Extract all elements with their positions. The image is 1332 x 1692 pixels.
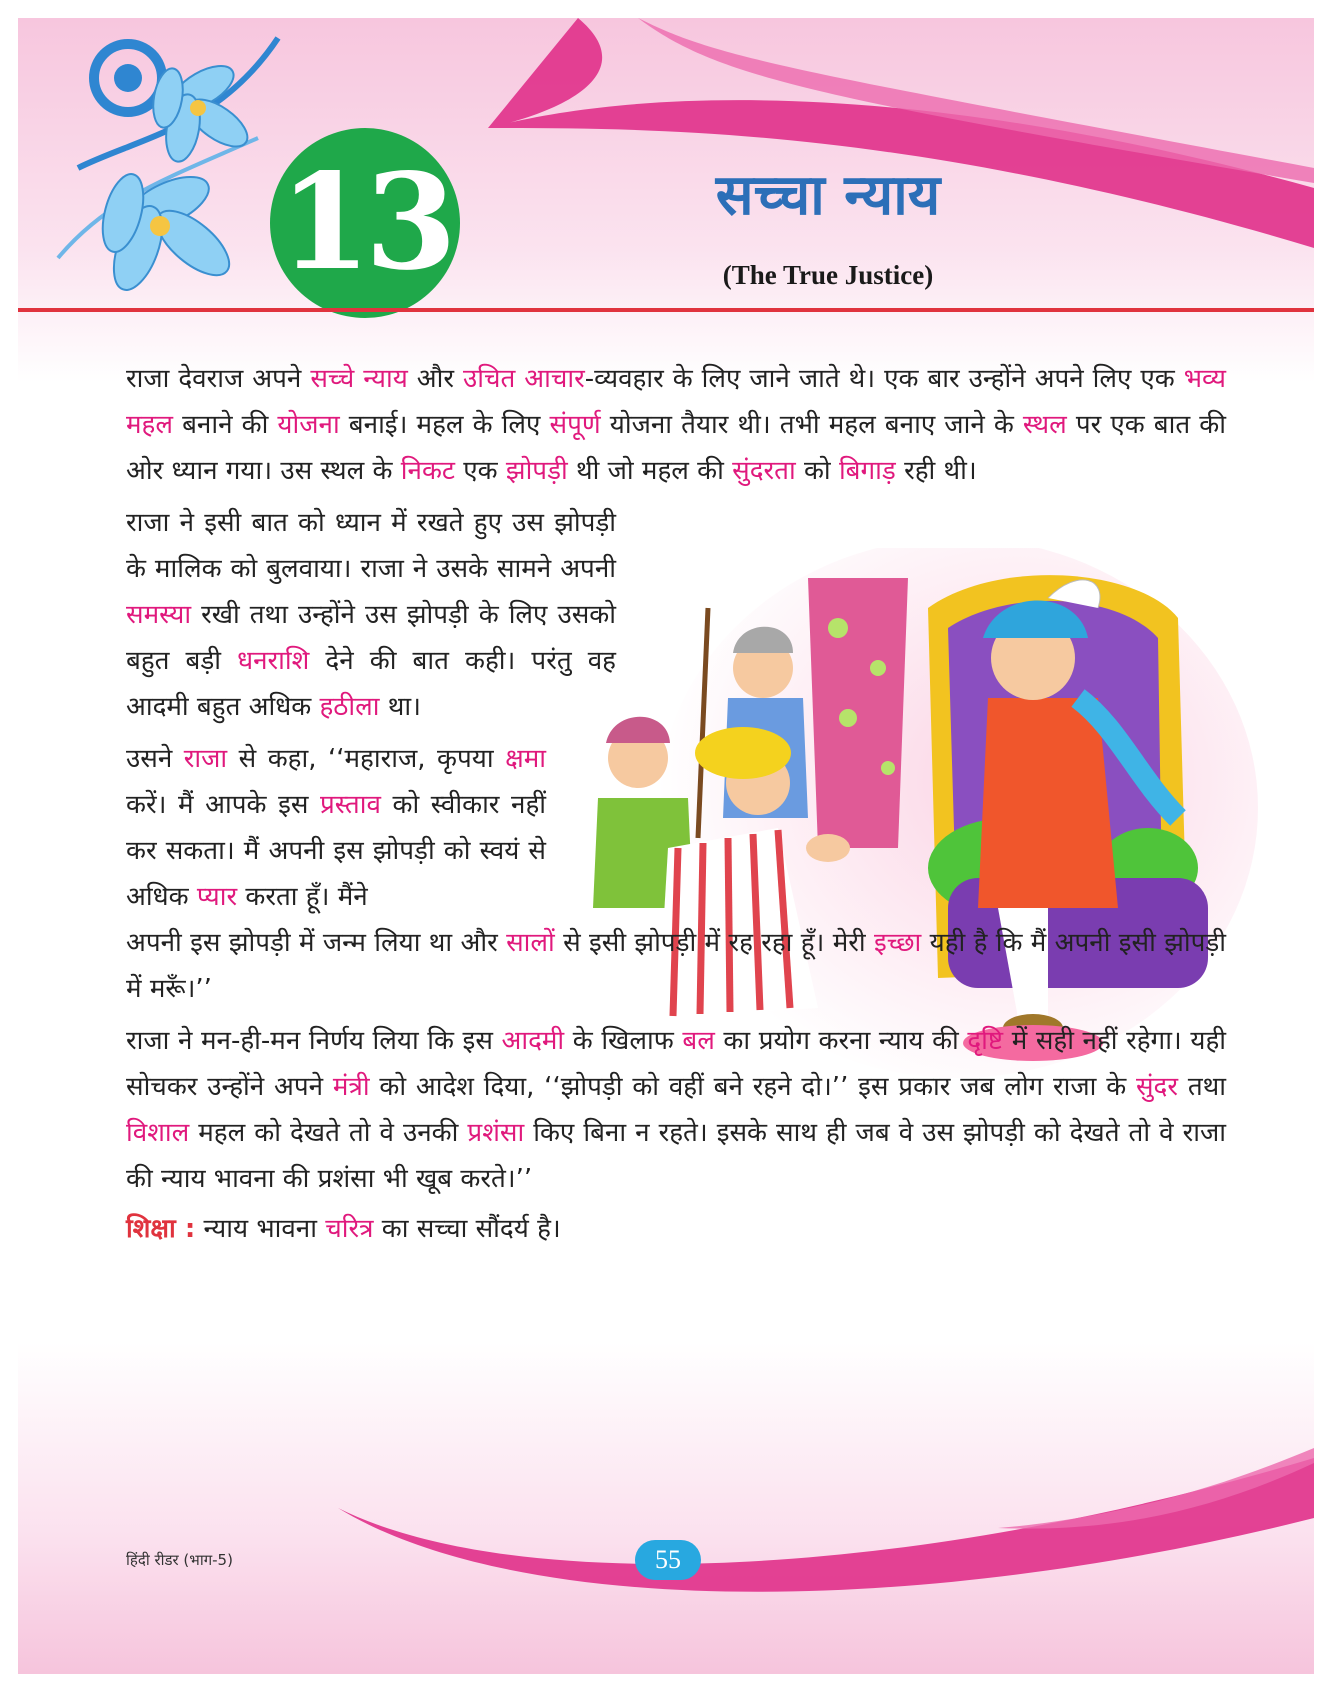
- highlighted-word: राजा: [183, 744, 228, 774]
- page-number: 55: [635, 1540, 701, 1580]
- story-wrapped-section: [126, 500, 1226, 920]
- header-divider: [18, 308, 1314, 312]
- highlighted-word: चरित्र: [325, 1214, 374, 1244]
- text-run: का प्रयोग करना न्याय की: [714, 1026, 968, 1056]
- highlighted-word: बल: [682, 1026, 715, 1056]
- text-run: करें। मैं आपके इस: [126, 790, 320, 820]
- highlighted-word: समस्या: [126, 600, 192, 630]
- highlighted-word: निकट: [400, 456, 456, 486]
- chapter-number: 13: [279, 145, 451, 300]
- text-run: का सच्चा सौंदर्य है।: [373, 1214, 561, 1244]
- highlighted-word: हठीला: [319, 692, 380, 722]
- flower-icon: [58, 38, 278, 296]
- text-run: -व्यवहार के लिए जाने जाते थे। एक बार उन्होंने अपने लिए एक: [584, 364, 1184, 394]
- text-run: था।: [379, 692, 421, 722]
- moral-text: [195, 1214, 560, 1244]
- text-run: से कहा, ‘‘महाराज, कृपया: [227, 744, 506, 774]
- highlighted-word: इच्छा: [873, 928, 922, 958]
- text-run: से इसी झोपड़ी में रह रहा हूँ। मेरी: [554, 928, 874, 958]
- highlighted-word: आदमी: [501, 1026, 565, 1056]
- text-run: योजना तैयार थी। तभी महल बनाए जाने के: [600, 410, 1023, 440]
- highlighted-word: सालों: [506, 928, 555, 958]
- text-run: राजा देवराज अपने: [126, 364, 311, 394]
- highlighted-word: प्यार: [196, 882, 238, 912]
- text-run: रही थी।: [895, 456, 977, 486]
- highlighted-word: दृष्टि: [967, 1026, 1004, 1056]
- text-run: थी जो महल की: [567, 456, 733, 486]
- highlighted-word: मंत्री: [332, 1072, 370, 1102]
- story-paragraph: [126, 920, 1226, 1012]
- highlighted-word: योजना: [277, 410, 340, 440]
- highlighted-word: सुंदर: [1135, 1072, 1179, 1102]
- moral-line: [126, 1206, 1226, 1252]
- highlighted-word: प्रस्ताव: [320, 790, 381, 820]
- text-run: महल को देखते तो वे उनकी: [189, 1118, 468, 1148]
- highlighted-word: संपूर्ण: [549, 410, 601, 440]
- text-run: करता हूँ। मैंने: [237, 882, 368, 912]
- text-run: उसने: [126, 744, 184, 774]
- story-paragraph: [126, 1018, 1226, 1202]
- text-run: न्याय भावना: [195, 1214, 326, 1244]
- text-run: को स्वीकार नहीं कर सकता। मैं अपनी इस झोपड़ी को स्वयं से अधिक: [126, 790, 546, 912]
- highlighted-word: भव्य महल: [126, 364, 1226, 440]
- highlighted-word: झोपड़ी: [505, 456, 568, 486]
- text-run: को: [795, 456, 839, 486]
- text-run: बनाने की: [172, 410, 278, 440]
- highlighted-word: धनराशि: [237, 646, 310, 676]
- highlighted-word: सच्चे न्याय: [310, 364, 408, 394]
- text-run: देने की बात कही। परंतु वह आदमी बहुत अधिक: [126, 646, 616, 722]
- story-paragraph: [126, 356, 1226, 494]
- text-run: बनाई। महल के लिए: [339, 410, 550, 440]
- highlighted-word: क्षमा: [505, 744, 546, 774]
- text-run: तथा: [1178, 1072, 1226, 1102]
- text-run: अपनी इस झोपड़ी में जन्म लिया था और: [126, 928, 507, 958]
- story-paragraph: [126, 500, 616, 730]
- highlighted-word: सुंदरता: [732, 456, 796, 486]
- text-run: किए बिना न रहते। इसके साथ ही जब वे उस झोपड़ी को देखते तो वे राजा की न्याय भावना की प्रशंसा भी खूब करते।’’: [126, 1118, 1226, 1194]
- text-run: में सही नहीं रहेगा। यही सोचकर उन्होंने अपने: [126, 1026, 1226, 1102]
- text-run: रखी तथा उन्होंने उस झोपड़ी के लिए उसको बहुत बड़ी: [126, 600, 616, 676]
- highlighted-word: उचित आचार: [462, 364, 585, 394]
- chapter-number-badge: [270, 128, 460, 318]
- text-run: एक: [455, 456, 506, 486]
- book-title: हिंदी रीडर (भाग-5): [126, 1551, 233, 1569]
- text-run: पर एक बात की ओर ध्यान गया। उस स्थल के: [126, 410, 1227, 486]
- text-run: यही है कि मैं अपनी इसी झोपड़ी में मरूँ।’’: [126, 928, 1226, 1004]
- text-run: राजा ने इसी बात को ध्यान में रखते हुए उस झोपड़ी के मालिक को बुलवाया। राजा ने उसके सामने अपनी: [126, 508, 616, 584]
- text-run: राजा ने मन-ही-मन निर्णय लिया कि इस: [126, 1026, 502, 1056]
- text-run: को आदेश दिया, ‘‘झोपड़ी को वहीं बने रहने दो।’’ इस प्रकार जब लोग राजा के: [369, 1072, 1136, 1102]
- page: [18, 18, 1314, 1674]
- highlighted-word: बिगाड़: [838, 456, 896, 486]
- page-title: सच्चा न्याय: [715, 163, 941, 228]
- highlighted-word: प्रशंसा: [467, 1118, 525, 1148]
- story-body: [126, 356, 1226, 1252]
- highlighted-word: विशाल: [126, 1118, 190, 1148]
- text-run: और: [407, 364, 463, 394]
- text-run: के खिलाफ: [564, 1026, 683, 1056]
- moral-label: शिक्षा :: [126, 1214, 196, 1244]
- story-paragraph: [126, 736, 546, 920]
- page-subtitle: (The True Justice): [722, 260, 934, 290]
- highlighted-word: स्थल: [1022, 410, 1067, 440]
